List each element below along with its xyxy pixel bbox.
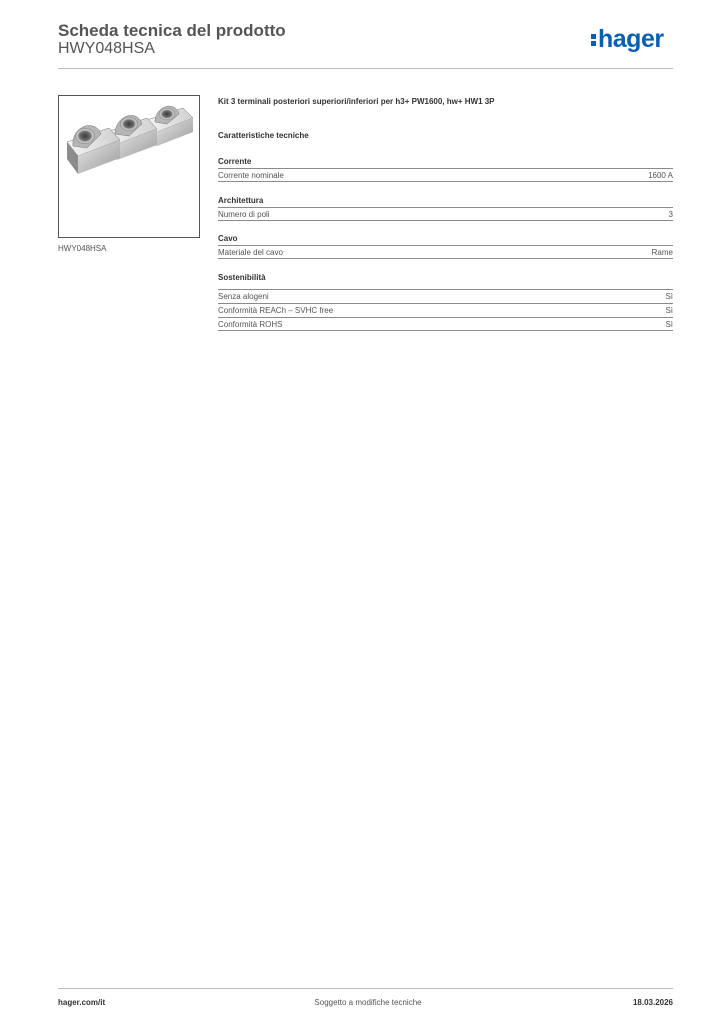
spec-value: Sì	[665, 292, 673, 301]
spec-label: Materiale del cavo	[218, 248, 283, 257]
group-title-architettura: Architettura	[218, 196, 264, 205]
spec-label: Conformità ROHS	[218, 320, 283, 329]
spec-row	[218, 207, 673, 221]
footer-note: Soggetto a modifiche tecniche	[314, 998, 422, 1007]
specs-heading: Caratteristiche tecniche	[218, 131, 309, 140]
spec-value: Sì	[665, 320, 673, 329]
group-title-sostenibilita: Sostenibilità	[218, 273, 266, 282]
spec-value: 3	[668, 210, 673, 219]
spec-row	[218, 317, 673, 331]
spec-label: Numero di poli	[218, 210, 270, 219]
footer-date: 18.03.2026	[632, 998, 673, 1007]
spec-label: Conformità REACh – SVHC free	[218, 306, 334, 315]
logo-dots-icon	[591, 27, 596, 49]
spec-label: Senza alogeni	[218, 292, 269, 301]
logo-text: hager	[598, 25, 664, 53]
spec-row	[218, 168, 673, 182]
spec-value: Sì	[665, 306, 673, 315]
header-divider	[58, 68, 673, 69]
product-description: Kit 3 terminali posteriori superiori/inferiori per h3+ PW1600, hw+ HW1 3P	[218, 97, 495, 106]
page-title: Scheda tecnica del prodotto	[58, 21, 286, 40]
group-title-corrente: Corrente	[218, 157, 252, 166]
spec-row	[218, 303, 673, 317]
product-image	[58, 95, 200, 238]
spec-row	[218, 245, 673, 259]
spec-row	[218, 289, 673, 303]
spec-label: Corrente nominale	[218, 171, 284, 180]
group-title-cavo: Cavo	[218, 234, 238, 243]
spec-value: Rame	[651, 248, 673, 257]
image-caption: HWY048HSA	[58, 244, 107, 253]
hager-logo	[591, 27, 664, 52]
footer-divider	[58, 988, 673, 989]
spec-value: 1600 A	[648, 171, 673, 180]
footer-website-link[interactable]: hager.com/it	[58, 998, 106, 1007]
product-code: HWY048HSA	[58, 40, 155, 57]
terminal-kit-illustration	[59, 96, 199, 237]
